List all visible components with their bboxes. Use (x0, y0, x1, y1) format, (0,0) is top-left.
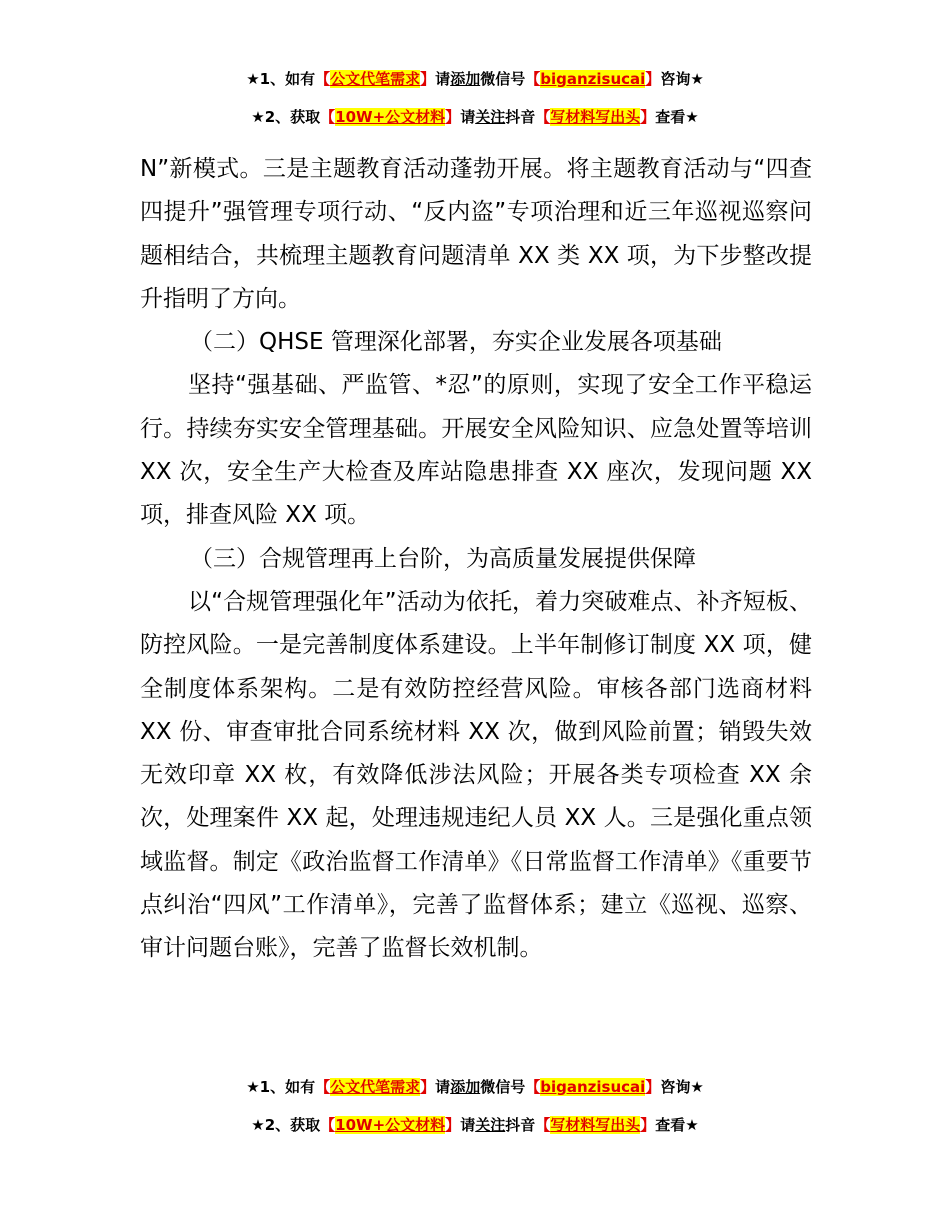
footer1-text-wechat: 微信号 (480, 1078, 526, 1096)
header1-text-qing: 请 (435, 70, 451, 88)
header2-bracket-right-2: 】 (640, 108, 656, 126)
footer1-suffix: 咨询★ (660, 1078, 704, 1096)
header2-bracket-left-2: 【 (535, 108, 551, 126)
header1-highlight-service: 公文代笔需求 (330, 70, 421, 88)
paragraph-3: 以“合规管理强化年”活动为依托，着力突破难点、补齐短板、防控风险。一是完善制度体系建设。上半年制修订制度 XX 项，健全制度体系架构。二是有效防控经营风险。审核各部门选商材料 XX 份、审查审批合同系统材料 XX 次，做到风险前置；销毁失效无效印章 XX 枚，有效降低涉法风险；开展各类专项检查 XX 余次，处理案件 XX 起，处理违规违纪人员 XX 人。三是强化重点领域监督。制定《政治监督工作清单》《日常监督工作清单》《重要节点纠治“四风”工作清单》，完善了监督体系；建立《巡视、巡察、审计问题台账》，完善了监督长效机制。 (140, 588, 812, 962)
footer1-bracket-right: 】 (420, 1078, 436, 1096)
header2-text-douyin: 抖音 (505, 108, 536, 126)
footer-line-1 (0, 1075, 950, 1099)
footer2-bracket-left-2: 【 (535, 1116, 551, 1134)
footer2-suffix: 查看★ (655, 1116, 699, 1134)
footer1-text-qing: 请 (435, 1078, 451, 1096)
footer2-highlight-account: 写材料写出头 (550, 1116, 641, 1134)
header2-bracket-right: 】 (445, 108, 461, 126)
header2-highlight-account: 写材料写出头 (550, 108, 641, 126)
footer2-prefix: ★2、获取 (251, 1116, 321, 1134)
section-heading-3: （三）合规管理再上台阶，为高质量发展提供保障 (190, 545, 696, 572)
footer1-bracket-right-2: 】 (645, 1078, 661, 1096)
footer-line-2 (0, 1113, 950, 1137)
header1-bracket-right-2: 】 (645, 70, 661, 88)
header1-bracket-left-2: 【 (525, 70, 541, 88)
header1-underlined-add: 添加 (450, 70, 481, 88)
header-line-1 (0, 67, 950, 91)
footer2-underlined-follow: 关注 (475, 1116, 506, 1134)
header1-bracket-right: 】 (420, 70, 436, 88)
footer2-text-douyin: 抖音 (505, 1116, 536, 1134)
document-body (140, 148, 812, 971)
header1-highlight-wechat-id: biganzisucai (540, 70, 646, 88)
section-heading-2: （二）QHSE 管理深化部署，夯实企业发展各项基础 (190, 329, 722, 356)
header2-bracket-left: 【 (320, 108, 336, 126)
header2-prefix: ★2、获取 (251, 108, 321, 126)
header-line-2 (0, 105, 950, 129)
header1-bracket-left: 【 (315, 70, 331, 88)
footer1-highlight-wechat-id: biganzisucai (540, 1078, 646, 1096)
header2-text-qing: 请 (460, 108, 476, 126)
header1-text-wechat: 微信号 (480, 70, 526, 88)
header2-underlined-follow: 关注 (475, 108, 506, 126)
footer2-bracket-right: 】 (445, 1116, 461, 1134)
footer2-text-qing: 请 (460, 1116, 476, 1134)
footer1-highlight-service: 公文代笔需求 (330, 1078, 421, 1096)
footer1-bracket-left: 【 (315, 1078, 331, 1096)
header1-prefix: ★1、如有 (246, 70, 316, 88)
footer2-bracket-right-2: 】 (640, 1116, 656, 1134)
footer1-underlined-add: 添加 (450, 1078, 481, 1096)
header2-suffix: 查看★ (655, 108, 699, 126)
header2-highlight-materials: 10W+公文材料 (335, 108, 446, 126)
footer2-bracket-left: 【 (320, 1116, 336, 1134)
paragraph-2: 坚持“强基础、严监管、*忍”的原则，实现了安全工作平稳运行。持续夯实安全管理基础。开展安全风险知识、应急处置等培训 XX 次，安全生产大检查及库站隐患排查 XX 座次，发现问题 XX 项，排查风险 XX 项。 (140, 372, 812, 529)
paragraph-1: N”新模式。三是主题教育活动蓬勃开展。将主题教育活动与“四查四提升”强管理专项行动、“反内盗”专项治理和近三年巡视巡察问题相结合，共梳理主题教育问题清单 XX 类 XX 项，为下步整改提升指明了方向。 (140, 156, 812, 312)
footer1-bracket-left-2: 【 (525, 1078, 541, 1096)
footer1-prefix: ★1、如有 (246, 1078, 316, 1096)
footer2-highlight-materials: 10W+公文材料 (335, 1116, 446, 1134)
header1-suffix: 咨询★ (660, 70, 704, 88)
